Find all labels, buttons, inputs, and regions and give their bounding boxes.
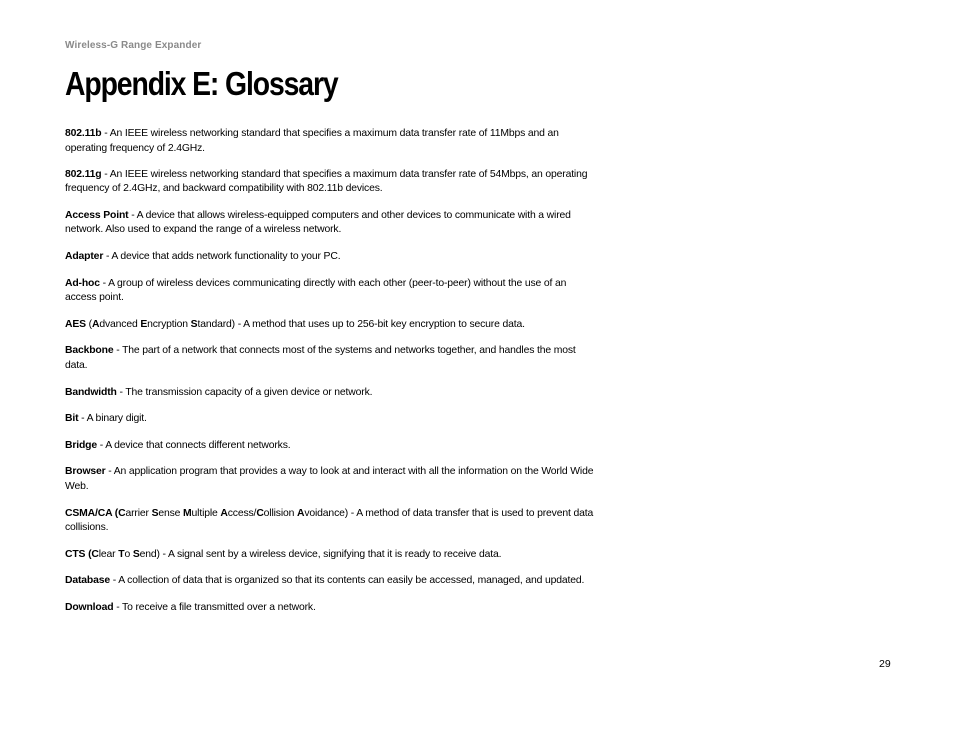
acronym-letter: (: [85, 548, 92, 560]
acronym-letter: E: [140, 318, 148, 330]
glossary-entry-csma-ca: [65, 507, 595, 536]
acronym-letter: A: [220, 507, 228, 519]
glossary-definition: - A method that uses up to 256-bit key encryption to secure data.: [234, 318, 525, 330]
acronym-letter: C: [91, 548, 99, 560]
glossary-entry-bandwidth: [65, 386, 595, 401]
page-title: Appendix E: Glossary: [65, 65, 338, 102]
glossary-entry-download: [65, 601, 595, 616]
glossary-term: Access Point: [65, 209, 129, 221]
glossary-definition: - A signal sent by a wireless device, signifying that it is ready to receive data.: [159, 548, 502, 560]
glossary-definition: - A device that allows wireless-equipped computers and other devices to communicate with a wired network. Also used to expand the range of a wireless network.: [65, 209, 571, 236]
acronym-letter: S: [132, 548, 140, 560]
glossary-definition: - The part of a network that connects most of the systems and networks together, and handles the most data.: [65, 345, 576, 372]
glossary-term: Ad-hoc: [65, 277, 100, 289]
glossary-entry-aes: [65, 318, 595, 333]
glossary-list: [65, 127, 595, 628]
glossary-definition: - An application program that provides a way to look at and interact with all the information on the World Wide Web.: [65, 466, 594, 492]
glossary-entry-bridge: [65, 439, 595, 454]
glossary-term: AES: [65, 318, 86, 330]
glossary-expansion: [85, 549, 159, 560]
acronym-text: arrier: [125, 507, 152, 519]
glossary-definition: - A group of wireless devices communicating directly with each other (peer-to-peer) without the use of an access point.: [65, 277, 567, 304]
acronym-letter: T: [118, 548, 125, 560]
glossary-entry-bit: [65, 412, 595, 427]
glossary-entry-database: [65, 574, 595, 589]
glossary-term: Bridge: [65, 439, 98, 451]
glossary-expansion: [112, 508, 348, 519]
acronym-letter: C: [118, 507, 126, 519]
glossary-expansion: [86, 319, 235, 330]
glossary-entry-access-point: [65, 209, 595, 238]
glossary-entry-ad-hoc: [65, 277, 595, 306]
glossary-definition: - An IEEE wireless networking standard that specifies a maximum data transfer rate of 54Mbps, an operating frequency of 2.4GHz, and backward compatibility with 802.11b devices.: [65, 168, 588, 195]
glossary-term: Bandwidth: [65, 386, 117, 398]
glossary-entry-802-11g: [65, 168, 595, 197]
glossary-term: 802.11g: [65, 168, 102, 180]
glossary-entry-backbone: [65, 344, 595, 373]
acronym-text: ollision: [263, 507, 297, 519]
acronym-letter: A: [296, 507, 305, 519]
acronym-text: lear: [98, 548, 119, 560]
acronym-letter: A: [91, 318, 100, 330]
acronym-text: tandard): [197, 318, 235, 330]
glossary-definition: - An IEEE wireless networking standard that specifies a maximum data transfer rate of 11Mbps and an operating frequency of 2.4GHz.: [65, 128, 559, 154]
glossary-term: 802.11b: [65, 128, 102, 139]
glossary-definition: - A method of data transfer that is used to prevent data collisions.: [65, 507, 594, 534]
acronym-letter: (: [112, 507, 119, 519]
glossary-term: Database: [65, 575, 111, 587]
glossary-definition: - The transmission capacity of a given device or network.: [116, 386, 373, 398]
glossary-term: Bit: [65, 413, 79, 425]
glossary-entry-adapter: [65, 250, 595, 265]
glossary-term: CSMA/CA: [65, 507, 113, 519]
glossary-term: Adapter: [65, 251, 104, 263]
glossary-definition: - To receive a file transmitted over a network.: [113, 601, 316, 613]
acronym-letter: C: [256, 507, 264, 519]
acronym-text: ncryption: [147, 318, 191, 330]
acronym-text: dvanced: [99, 318, 141, 330]
glossary-term: Backbone: [65, 345, 114, 357]
glossary-definition: - A device that connects different networks.: [97, 439, 291, 451]
acronym-letter: S: [190, 318, 198, 330]
acronym-letter: S: [151, 507, 159, 519]
acronym-text: (: [85, 318, 92, 330]
glossary-definition: - A collection of data that is organized so that its contents can easily be accessed, managed, and updated.: [110, 575, 585, 587]
acronym-text: ense: [158, 507, 184, 519]
glossary-entry-cts: [65, 548, 595, 563]
acronym-text: end): [139, 548, 160, 560]
acronym-text: ultiple: [191, 507, 221, 519]
acronym-text: o: [124, 548, 133, 560]
glossary-term: Download: [65, 601, 114, 613]
page-number: 29: [879, 658, 891, 670]
acronym-text: voidance): [304, 507, 349, 519]
glossary-entry-802-11b: [65, 127, 595, 156]
glossary-entry-browser: [65, 465, 595, 494]
glossary-definition: - A binary digit.: [78, 413, 147, 425]
running-header: Wireless-G Range Expander: [65, 40, 202, 51]
glossary-term: CTS: [65, 548, 86, 560]
acronym-text: ccess/: [227, 507, 257, 519]
glossary-term: Browser: [65, 466, 106, 478]
acronym-letter: M: [183, 507, 192, 519]
glossary-definition: - A device that adds network functionality to your PC.: [103, 251, 341, 263]
